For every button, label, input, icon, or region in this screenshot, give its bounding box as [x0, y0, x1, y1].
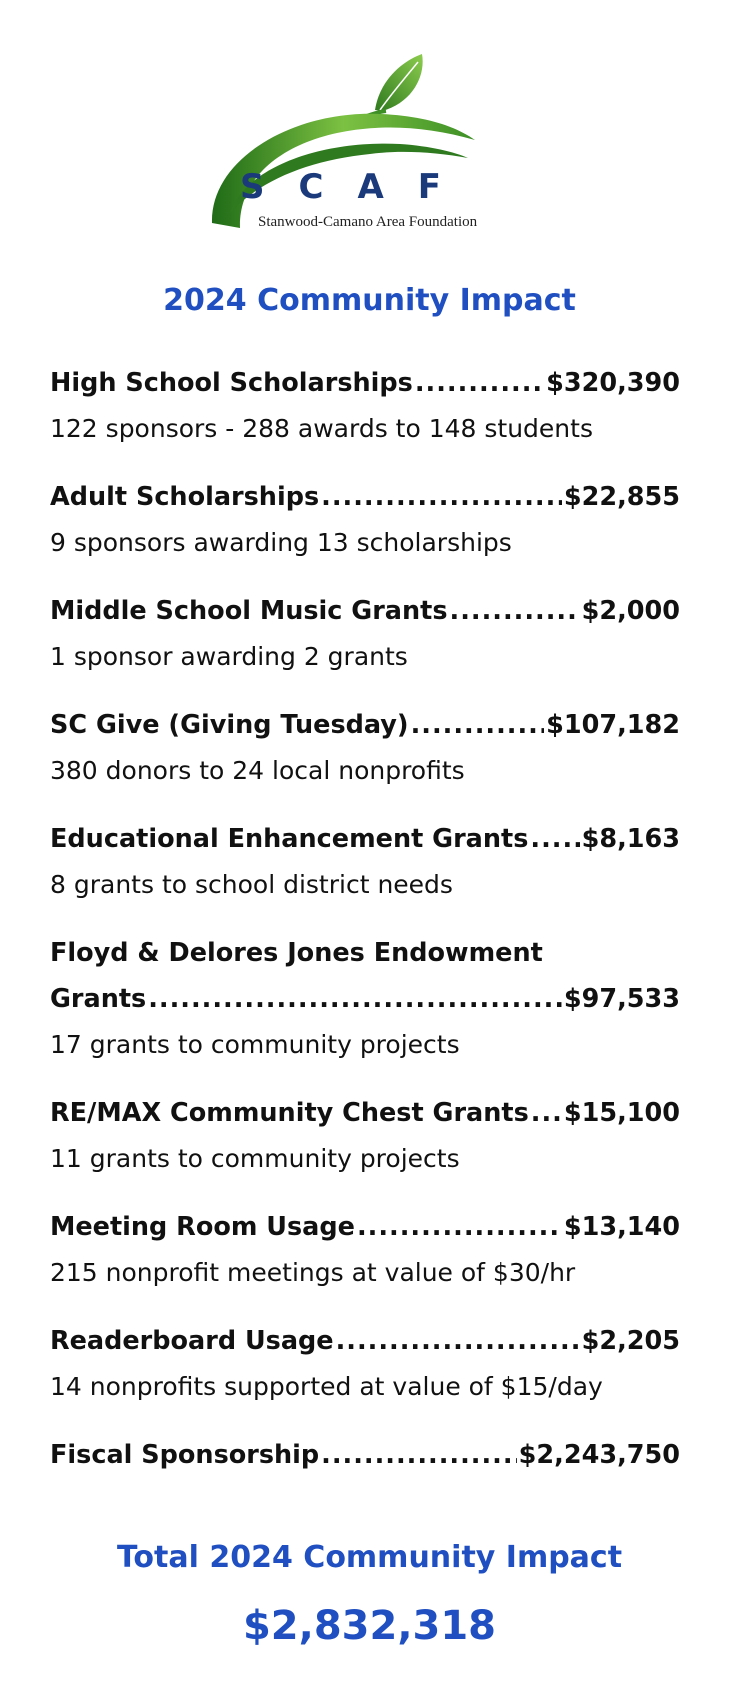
page-title: 2024 Community Impact	[163, 283, 576, 318]
logo-acronym: SCAF	[240, 167, 475, 207]
item-title: Educational Enhancement Grants	[50, 824, 529, 854]
list-item	[50, 816, 680, 908]
item-title: Adult Scholarships	[50, 482, 320, 512]
item-title-row	[50, 474, 680, 520]
impact-list	[50, 360, 680, 1478]
item-description: 14 nonprofits supported at value of $15/day	[50, 1372, 603, 1401]
leaf-icon	[375, 54, 423, 111]
item-title-row	[50, 816, 680, 862]
dot-leader	[530, 816, 579, 862]
dot-leader	[450, 588, 580, 634]
item-title-row	[50, 1432, 680, 1478]
item-title: Fiscal Sponsorship	[50, 1440, 320, 1470]
list-item	[50, 1090, 680, 1182]
dot-leader	[336, 1318, 580, 1364]
total-value: $2,832,318	[242, 1603, 497, 1649]
item-description: 122 sponsors - 288 awards to 148 students	[50, 414, 593, 443]
dot-leader	[321, 1432, 517, 1478]
item-title: Meeting Room Usage	[50, 1212, 355, 1242]
item-amount: $2,205	[581, 1326, 680, 1356]
item-description: 17 grants to community projects	[50, 1030, 460, 1059]
list-item	[50, 360, 680, 452]
dot-leader	[415, 360, 544, 406]
item-amount: $22,855	[563, 482, 680, 512]
item-title-row	[50, 702, 680, 748]
list-item	[50, 1204, 680, 1296]
item-description: 8 grants to school district needs	[50, 870, 453, 899]
item-title-row	[50, 1318, 680, 1364]
item-amount: $8,163	[581, 824, 680, 854]
item-title-row	[50, 360, 680, 406]
logo-name: Stanwood-Camano Area Foundation	[258, 214, 478, 230]
dot-leader	[148, 976, 562, 1022]
item-description: 380 donors to 24 local nonprofits	[50, 756, 465, 785]
list-item	[50, 1432, 680, 1478]
item-title-row	[50, 1204, 680, 1250]
dot-leader	[321, 474, 562, 520]
item-title: Readerboard Usage	[50, 1326, 334, 1356]
item-amount: $13,140	[563, 1212, 680, 1242]
item-description: 11 grants to community projects	[50, 1144, 460, 1173]
list-item	[50, 474, 680, 566]
list-item	[50, 588, 680, 680]
dot-leader	[357, 1204, 562, 1250]
item-title: Grants	[50, 984, 147, 1014]
item-title: Middle School Music Grants	[50, 596, 448, 626]
item-amount: $2,243,750	[518, 1440, 680, 1470]
scaf-logo	[200, 48, 520, 258]
item-title-row	[50, 588, 680, 634]
list-item	[50, 930, 680, 1068]
item-title: SC Give (Giving Tuesday)	[50, 710, 409, 740]
item-amount: $97,533	[563, 984, 680, 1014]
item-amount: $320,390	[546, 368, 680, 398]
item-title-row	[50, 976, 680, 1022]
item-title: RE/MAX Community Chest Grants	[50, 1098, 529, 1128]
item-amount: $107,182	[546, 710, 680, 740]
item-title-line1: Floyd & Delores Jones Endowment	[50, 938, 543, 968]
item-description: 1 sponsor awarding 2 grants	[50, 642, 408, 671]
list-item	[50, 702, 680, 794]
dot-leader	[531, 1090, 562, 1136]
item-description: 215 nonprofit meetings at value of $30/hr	[50, 1258, 576, 1287]
total-label: Total 2024 Community Impact	[116, 1540, 623, 1575]
item-description: 9 sponsors awarding 13 scholarships	[50, 528, 512, 557]
item-amount: $2,000	[581, 596, 680, 626]
list-item	[50, 1318, 680, 1410]
item-amount: $15,100	[563, 1098, 680, 1128]
item-title: High School Scholarships	[50, 368, 413, 398]
item-title-row	[50, 1090, 680, 1136]
dot-leader	[411, 702, 545, 748]
